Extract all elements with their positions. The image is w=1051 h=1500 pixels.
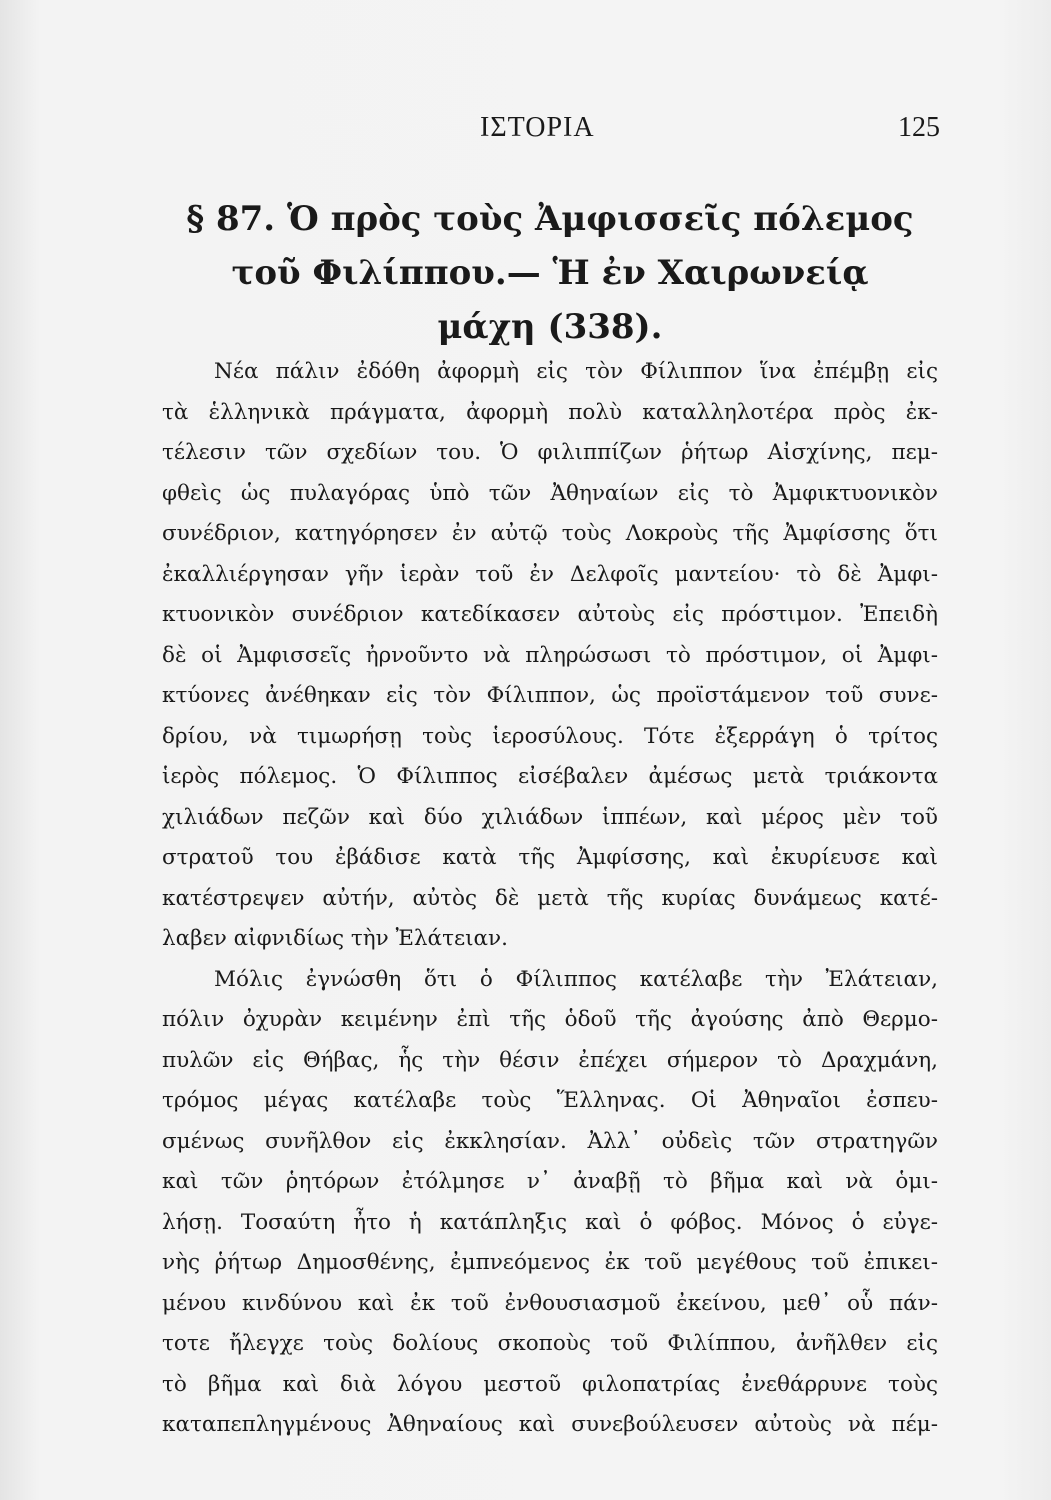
text-line: μένου κινδύνου καὶ ἐκ τοῦ ἐνθουσιασμοῦ ἐκείνου, μεθ᾽ οὗ πάν-: [162, 1290, 938, 1316]
text-line: σμένως συνῆλθον εἰς ἐκκλησίαν. Ἀλλ᾽ οὐδεὶς τῶν στρατηγῶν: [162, 1128, 938, 1154]
text-line: στρατοῦ του ἐβάδισε κατὰ τῆς Ἀμφίσσης, καὶ ἐκυρίευσε καὶ: [162, 845, 938, 870]
text-line: κτυονικὸν συνέδριον κατεδίκασεν αὐτοὺς εἰς πρόστιμον. Ἐπειδὴ: [162, 602, 938, 627]
text-line: πυλῶν εἰς Θήβας, ἧς τὴν θέσιν ἐπέχει σήμερον τὸ Δραχμάνη,: [162, 1047, 938, 1073]
paragraph: [162, 960, 938, 1446]
text-line: Μόλις ἐγνώσθη ὅτι ὁ Φίλιππος κατέλαβε τὴν Ἐλάτειαν,: [214, 966, 938, 992]
section-heading-line: μάχη (338).: [437, 307, 663, 347]
text-line: τοτε ἤλεγχε τοὺς δολίους σκοποὺς τοῦ Φιλίππου, ἀνῆλθεν εἰς: [162, 1331, 938, 1356]
text-line: τρόμος μέγας κατέλαβε τοὺς Ἕλληνας. Οἱ Ἀθηναῖοι ἐσπευ-: [162, 1088, 938, 1113]
text-line: συνέδριον, κατηγόρησεν ἐν αὐτῷ τοὺς Λοκροὺς τῆς Ἀμφίσσης ὅτι: [162, 521, 938, 546]
text-line: ἐκαλλιέργησαν γῆν ἱερὰν τοῦ ἐν Δελφοῖς μαντείου· τὸ δὲ Ἀμφι-: [162, 561, 938, 587]
page-number: 125: [898, 112, 940, 143]
text-line: λήσῃ. Τοσαύτη ἦτο ἡ κατάπληξις καὶ ὁ φόβος. Μόνος ὁ εὐγε-: [162, 1209, 938, 1235]
text-line: πόλιν ὀχυρὰν κειμένην ἐπὶ τῆς ὁδοῦ τῆς ἀγούσης ἀπὸ Θερμο-: [162, 1007, 938, 1032]
text-line: ἱερὸς πόλεμος. Ὁ Φίλιππος εἰσέβαλεν ἀμέσως μετὰ τριάκοντα: [162, 764, 938, 789]
text-line: λαβεν αἰφνιδίως τὴν Ἐλάτειαν.: [162, 926, 508, 951]
text-line: χιλιάδων πεζῶν καὶ δύο χιλιάδων ἱππέων, καὶ μέρος μὲν τοῦ: [162, 804, 938, 830]
text-line: δρίου, νὰ τιμωρήσῃ τοὺς ἱεροσύλους. Τότε ἐξερράγη ὁ τρίτος: [162, 723, 938, 749]
text-line: Νέα πάλιν ἐδόθη ἀφορμὴ εἰς τὸν Φίλιππον ἵνα ἐπέμβῃ εἰς: [214, 359, 938, 384]
text-line: τέλεσιν τῶν σχεδίων του. Ὁ φιλιππίζων ῥήτωρ Αἰσχίνης, πεμ-: [162, 440, 938, 465]
text-line: δὲ οἱ Ἀμφισσεῖς ἠρνοῦντο νὰ πληρώσωσι τὸ πρόστιμον, οἱ Ἀμφι-: [162, 642, 938, 668]
text-line: καὶ τῶν ῥητόρων ἐτόλμησε ν᾽ ἀναβῇ τὸ βῆμα καὶ νὰ ὁμι-: [162, 1169, 938, 1194]
body-text: [162, 352, 938, 1446]
text-line: καταπεπληγμένους Ἀθηναίους καὶ συνεβούλευσεν αὐτοὺς νὰ πέμ-: [162, 1412, 938, 1437]
text-line: τὸ βῆμα καὶ διὰ λόγου μεστοῦ φιλοπατρίας ἐνεθάρρυνε τοὺς: [162, 1371, 938, 1397]
running-title: ΙΣΤΟΡΙΑ: [480, 112, 595, 143]
text-line: κτύονες ἀνέθηκαν εἰς τὸν Φίλιππον, ὡς προϊστάμενον τοῦ συνε-: [162, 683, 938, 708]
text-line: κατέστρεψεν αὐτήν, αὐτὸς δὲ μετὰ τῆς κυρίας δυνάμεως κατέ-: [162, 885, 938, 911]
section-heading-line: τοῦ Φιλίππου.— Ἡ ἐν Χαιρωνείᾳ: [231, 253, 869, 293]
text-line: νὴς ῥήτωρ Δημοσθένης, ἐμπνεόμενος ἐκ τοῦ μεγέθους τοῦ ἐπικει-: [162, 1250, 938, 1275]
section-heading-line: § 87. Ὁ πρὸς τοὺς Ἀμφισσεῖς πόλεμος: [186, 199, 914, 239]
section-heading: [150, 192, 950, 354]
running-head: [160, 112, 940, 152]
text-line: τὰ ἑλληνικὰ πράγματα, ἀφορμὴ πολὺ καταλληλοτέρα πρὸς ἐκ-: [162, 399, 938, 425]
paragraph: [162, 352, 938, 960]
text-line: φθεὶς ὡς πυλαγόρας ὑπὸ τῶν Ἀθηναίων εἰς τὸ Ἀμφικτυονικὸν: [162, 480, 938, 506]
